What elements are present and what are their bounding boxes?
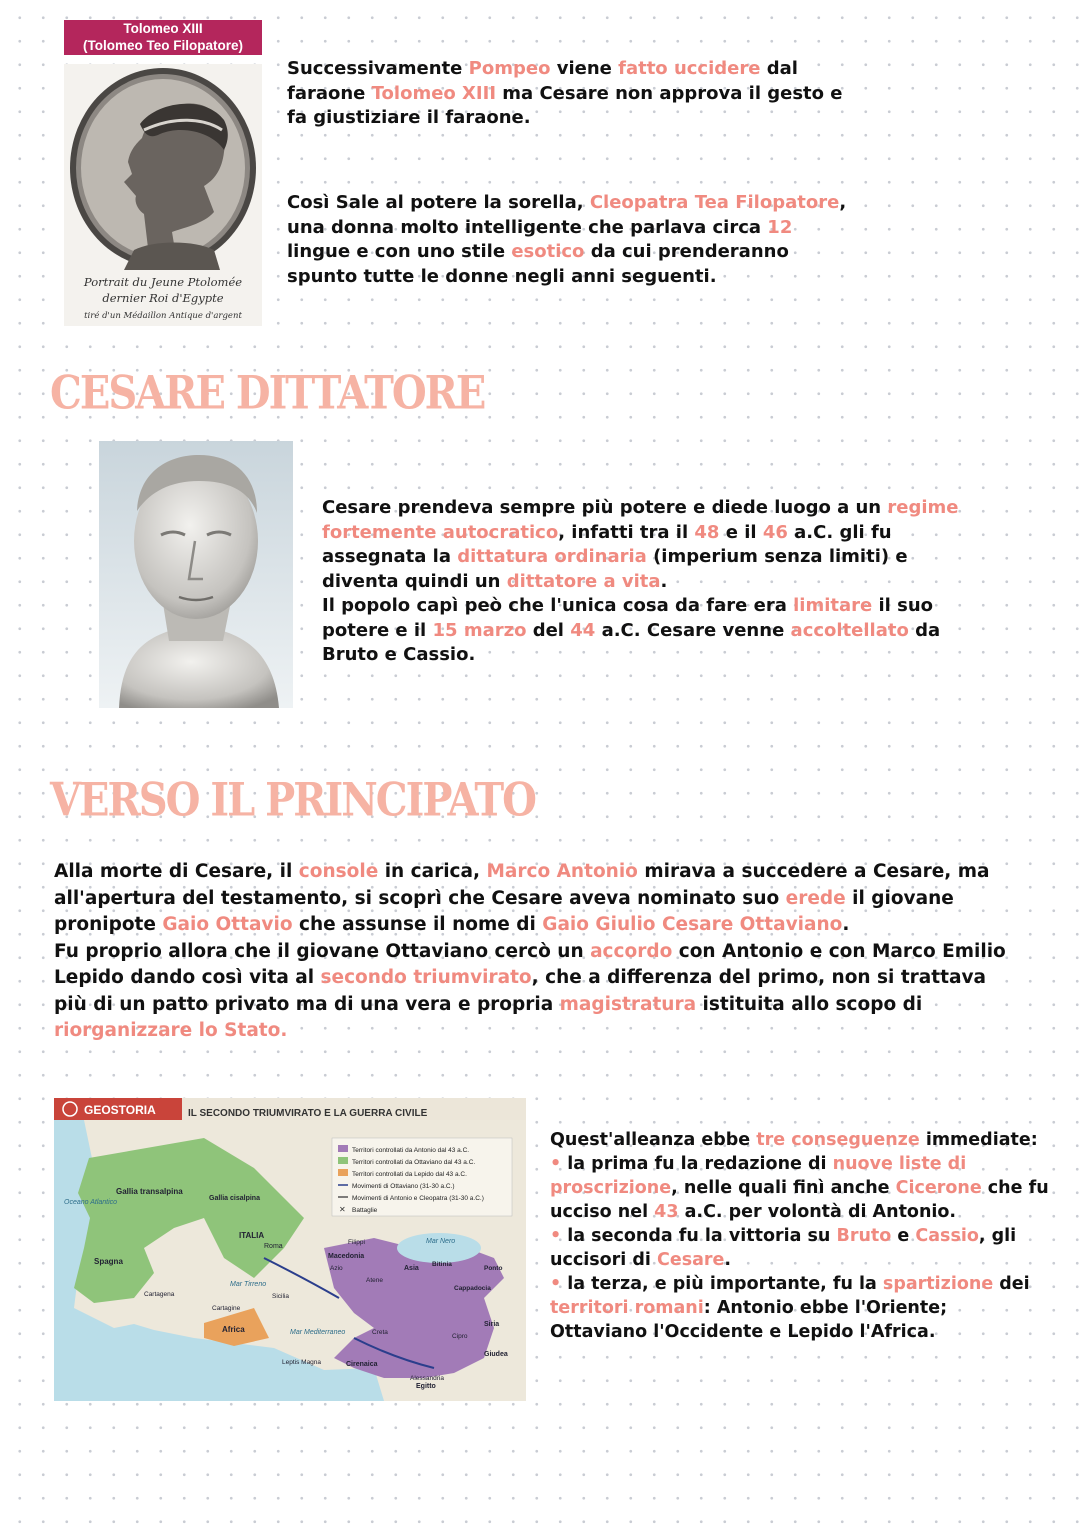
text: e <box>891 1226 916 1246</box>
text: dal faraone <box>287 58 798 104</box>
bullet-icon: • <box>550 1274 562 1294</box>
highlight: dittatura ordinaria <box>457 546 647 567</box>
text: la seconda fu la vittoria su <box>561 1226 837 1246</box>
label-tirreno: Mar Tirreno <box>230 1281 267 1288</box>
legend-label-antonio: Territori controllati da Antonio dal 43 a.C. <box>352 1147 470 1154</box>
label-cartagine: Cartagine <box>212 1305 241 1312</box>
text: ma Cesare non approva il gesto e fa giustiziare il faraone. <box>287 82 843 128</box>
highlight: Tolomeo XIII <box>371 82 497 104</box>
label-bitinia: Bitinia <box>432 1261 452 1268</box>
text: del <box>526 619 571 641</box>
heading-cesare-dittatore: CESARE DITTATORE <box>50 366 485 421</box>
bullet-icon: • <box>550 1154 562 1174</box>
text: (imperium senza limiti) e diventa quindi un <box>322 546 908 592</box>
label-filippi: Filippi <box>348 1239 365 1246</box>
text: , gli uccisori di <box>550 1226 1017 1270</box>
text: immediate: <box>919 1130 1038 1150</box>
highlight: riorganizzare lo Stato. <box>54 1020 288 1041</box>
highlight: 12 <box>767 216 793 238</box>
highlight: Cassio <box>915 1226 979 1246</box>
ptolemy-engraving <box>64 64 262 326</box>
battle-icon: ✕ <box>339 1205 346 1214</box>
legend-label-mov-ottaviano: Movimenti di Ottaviano (31-30 a.C.) <box>352 1183 455 1190</box>
label-mar-med: Mar Mediterraneo <box>290 1329 346 1336</box>
text: Cesare prendeva sempre più potere e diede luogo a un <box>322 497 888 518</box>
highlight: Marco Antonio <box>486 861 638 882</box>
highlight: 43 <box>654 1202 679 1222</box>
label-atene: Atene <box>366 1277 383 1284</box>
text: , infatti tra il <box>558 521 695 543</box>
caesar-bust-svg <box>99 441 293 708</box>
text: a.C. gli fu assegnata la <box>322 521 892 567</box>
label-creta: Creta <box>372 1329 388 1336</box>
heading-verso-il-principato: VERSO IL PRINCIPATO <box>50 773 535 828</box>
label-italia: ITALIA <box>239 1231 265 1240</box>
text: Alla morte di Cesare, il <box>54 861 299 882</box>
text: la prima fu la redazione di <box>561 1154 833 1174</box>
label-giudea: Giudea <box>484 1351 508 1358</box>
text: con Antonio e con Marco Emilio Lepido dando così vita al <box>54 940 1006 988</box>
paragraph-cesare-dittatore <box>322 496 962 668</box>
highlight: Pompeo <box>468 58 551 79</box>
text: : Antonio ebbe l'Oriente; Ottaviano l'Occidente e Lepido l'Africa. <box>550 1298 948 1342</box>
legend-label-battaglie: Battaglie <box>352 1207 378 1214</box>
ptolemy-epithet: (Tolomeo Teo Filopatore) <box>83 38 243 53</box>
paragraph-pompeo <box>287 57 867 131</box>
text: viene <box>550 58 619 79</box>
text: dei <box>993 1274 1030 1294</box>
legend-swatch-antonio <box>338 1145 348 1152</box>
label-cisalpina: Gallia cisalpina <box>209 1195 260 1202</box>
map-svg <box>54 1098 526 1401</box>
text: la terza, e più importante, fu la <box>561 1274 883 1294</box>
highlight: dittatore a vita <box>506 570 661 592</box>
label-siria: Siria <box>484 1321 500 1328</box>
text: Quest'alleanza ebbe <box>550 1130 757 1150</box>
highlight: accoltellato <box>790 619 909 641</box>
label-cirenaica: Cirenaica <box>346 1361 378 1368</box>
label-cappadocia: Cappadocia <box>454 1285 491 1292</box>
triumvirate-map <box>54 1098 526 1401</box>
legend-swatch-ottaviano <box>338 1157 348 1164</box>
text: da cui prenderanno spunto tutte le donne negli anni seguenti. <box>287 241 789 287</box>
highlight: Gaio Giulio Cesare Ottaviano <box>542 914 843 935</box>
engraving-caption-line3: tiré d'un Médaillon Antique d'argent <box>84 311 242 321</box>
text: il giovane pronipote <box>54 887 954 935</box>
highlight: erede <box>785 887 846 909</box>
label-cipro: Cipro <box>452 1333 468 1340</box>
legend-label-lepido: Territori controllati da Lepido dal 43 a.C. <box>352 1171 467 1178</box>
ptolemy-portrait-image <box>64 64 262 326</box>
highlight: esotico <box>511 241 585 262</box>
text: lingue e con uno stile <box>287 241 512 262</box>
legend-label-mov-antonio: Movimenti di Antonio e Cleopatra (31-30 a.C.) <box>352 1195 484 1202</box>
text: . <box>660 570 668 592</box>
map-title: IL SECONDO TRIUMVIRATO E LA GUERRA CIVILE <box>188 1108 428 1119</box>
label-asia: Asia <box>404 1265 419 1272</box>
label-macedonia: Macedonia <box>328 1253 365 1260</box>
label-africa: Africa <box>222 1325 245 1334</box>
text: Così Sale al potere la sorella, <box>287 192 590 213</box>
engraving-caption-line1: Portrait du Jeune Ptolomée <box>83 275 243 289</box>
text: a.C. per volontà di Antonio. <box>678 1202 957 1222</box>
text: . <box>842 914 850 935</box>
highlight: Bruto <box>836 1226 892 1246</box>
text: e il <box>719 521 763 543</box>
paragraph-cleopatra <box>287 191 847 289</box>
highlight: console <box>298 861 379 882</box>
label-roma: Roma <box>264 1243 283 1250</box>
ptolemy-caption-badge <box>64 20 262 55</box>
label-mar-nero: Mar Nero <box>426 1238 456 1245</box>
legend-swatch-lepido <box>338 1169 348 1176</box>
highlight: nuove liste di proscrizione <box>550 1154 967 1198</box>
highlight: accordo <box>590 940 673 962</box>
label-cartagena: Cartagena <box>144 1291 175 1298</box>
highlight: limitare <box>793 595 873 616</box>
highlight: Cleopatra Tea Filopatore <box>589 192 840 213</box>
highlight: Gaio Ottavio <box>162 914 293 935</box>
text: che fu ucciso nel <box>550 1178 1049 1222</box>
text: il suo potere e il <box>322 595 934 641</box>
engraving-caption-line2: dernier Roi d'Egypte <box>102 291 224 305</box>
text: da Bruto e Cassio. <box>322 619 941 665</box>
text: , una donna molto intelligente che parlava circa <box>287 192 847 238</box>
highlight: secondo triumvirato <box>320 967 532 988</box>
text: . <box>724 1250 732 1270</box>
highlight: Cesare <box>656 1250 725 1270</box>
text: mirava a succedere a Cesare, ma all'apertura del testamento, si scoprì che Cesare aveva nominato suo <box>54 861 990 909</box>
text: che assunse il nome di <box>292 914 543 935</box>
label-spagna: Spagna <box>94 1257 123 1266</box>
label-azio: Azio <box>330 1265 343 1272</box>
highlight: 44 <box>570 619 596 641</box>
label-oceano: Oceano Atlantico <box>64 1199 118 1206</box>
highlight: magistratura <box>559 993 697 1015</box>
text: Fu proprio allora che il giovane Ottaviano cercò un <box>54 940 591 962</box>
text: Successivamente <box>287 58 469 79</box>
highlight: 46 <box>762 521 788 543</box>
text: istituita allo scopo di <box>696 993 923 1015</box>
label-alessandria: Alessandria <box>410 1375 444 1382</box>
text: , che a differenza del primo, non si trattava più di un patto privato ma di una vera e propria <box>54 967 986 1015</box>
bullet-icon: • <box>550 1226 562 1246</box>
highlight: regime fortemente autocratico <box>322 497 959 543</box>
paragraph-principato <box>54 859 1014 1045</box>
paragraph-conseguenze <box>550 1128 1050 1344</box>
label-gallia: Gallia transalpina <box>116 1187 183 1196</box>
highlight: 15 marzo <box>432 619 527 641</box>
highlight: fatto uccidere <box>618 58 761 79</box>
caesar-bust-image <box>99 441 293 708</box>
highlight: 48 <box>694 521 720 543</box>
text: Il popolo capì peò che l'unica cosa da fare era <box>322 595 794 616</box>
label-leptis: Leptis Magna <box>282 1359 322 1366</box>
map-badge: GEOSTORIA <box>84 1103 156 1117</box>
highlight: Cicerone <box>895 1178 982 1198</box>
highlight: territori romani <box>550 1298 704 1318</box>
highlight: spartizione <box>882 1274 994 1294</box>
text: in carica, <box>378 861 487 882</box>
label-sicilia: Sicilia <box>272 1293 289 1300</box>
highlight: tre conseguenze <box>756 1130 920 1150</box>
text: a.C. Cesare venne <box>595 619 791 641</box>
label-ponto: Ponto <box>484 1265 503 1272</box>
legend-label-ottaviano: Territori controllati da Ottaviano dal 43 a.C. <box>352 1159 476 1166</box>
ptolemy-name: Tolomeo XIII <box>123 21 203 36</box>
label-egitto: Egitto <box>416 1383 436 1390</box>
text: , nelle quali finì anche <box>671 1178 896 1198</box>
